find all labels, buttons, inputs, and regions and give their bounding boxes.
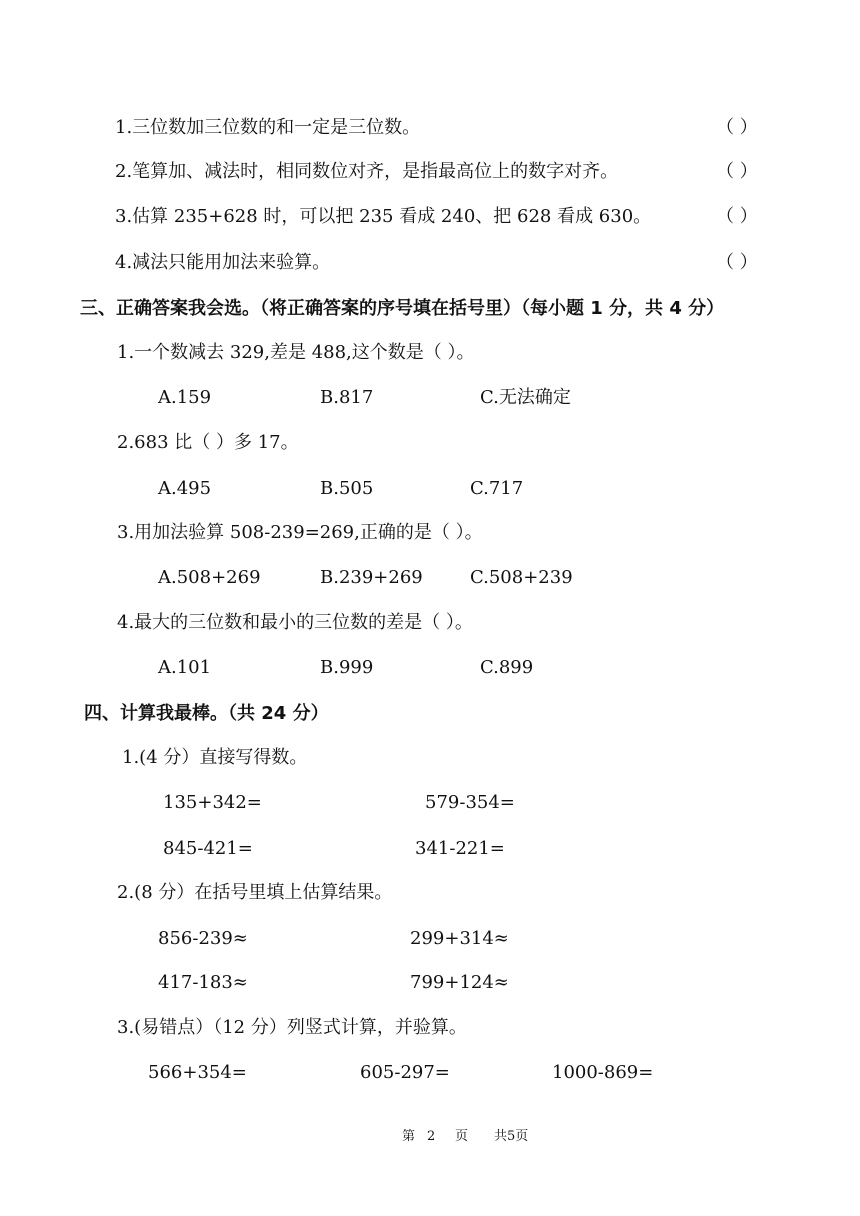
judge-item-1: 1.三位数加三位数的和一定是三位数。 <box>115 117 421 138</box>
estimate-item: 299+314≈ <box>410 928 509 949</box>
choice-option-1b: B.817 <box>320 387 374 408</box>
calc-item: 845-421= <box>163 838 253 859</box>
judge-item-4: 4.减法只能用加法来验算。 <box>115 252 331 273</box>
choice-option-4c: C.899 <box>480 657 534 678</box>
choice-option-3c: C.508+239 <box>470 567 573 588</box>
choice-option-2c: C.717 <box>470 478 524 499</box>
vertical-calc-item: 605-297= <box>360 1062 450 1083</box>
choice-option-4b: B.999 <box>320 657 374 678</box>
choice-option-4a: A.101 <box>158 657 212 678</box>
choice-option-1c: C.无法确定 <box>480 387 571 408</box>
estimate-item: 417-183≈ <box>158 972 248 993</box>
footer-page-label: 第 <box>402 1129 416 1144</box>
judge-item-3: 3.估算 235+628 时，可以把 235 看成 240、把 628 看成 630。 <box>115 206 652 227</box>
calc-item: 135+342= <box>163 792 262 813</box>
calc-item: 341-221= <box>415 838 505 859</box>
choice-option-2b: B.505 <box>320 478 374 499</box>
answer-paren-4: （ ） <box>716 252 758 273</box>
footer-total-pages: 共5页 <box>494 1129 529 1144</box>
choice-option-3a: A.508+269 <box>158 567 261 588</box>
choice-option-1a: A.159 <box>158 387 212 408</box>
vertical-calc-item: 1000-869= <box>552 1062 654 1083</box>
estimate-item: 799+124≈ <box>410 972 509 993</box>
judge-item-2: 2.笔算加、减法时，相同数位对齐，是指最高位上的数字对齐。 <box>115 161 619 182</box>
choice-option-3b: B.239+269 <box>320 567 423 588</box>
section3-title: 三、正确答案我会选。（将正确答案的序号填在括号里）（每小题 1 分，共 4 分） <box>80 298 725 319</box>
footer-page-unit: 页 <box>455 1129 469 1144</box>
footer-page-number: 2 <box>427 1129 436 1144</box>
answer-paren-3: （ ） <box>716 206 758 227</box>
section4-title: 四、计算我最棒。（共 24 分） <box>84 703 329 724</box>
choice-question-4: 4.最大的三位数和最小的三位数的差是（ ）。 <box>117 612 473 633</box>
vertical-calc-item: 566+354= <box>148 1062 247 1083</box>
answer-paren-2: （ ） <box>716 161 758 182</box>
answer-paren-1: （ ） <box>716 117 758 138</box>
choice-option-2a: A.495 <box>158 478 212 499</box>
calc-part1-title: 1.(4 分）直接写得数。 <box>122 747 308 768</box>
choice-question-2: 2.683 比（ ）多 17。 <box>117 432 299 453</box>
choice-question-3: 3.用加法验算 508-239=269,正确的是（ ）。 <box>117 522 483 543</box>
choice-question-1: 1.一个数减去 329,差是 488,这个数是（ ）。 <box>117 342 475 363</box>
calc-part3-title: 3.(易错点）（12 分）列竖式计算，并验算。 <box>117 1017 467 1038</box>
estimate-item: 856-239≈ <box>158 928 248 949</box>
calc-part2-title: 2.(8 分）在括号里填上估算结果。 <box>117 882 393 903</box>
calc-item: 579-354= <box>425 792 515 813</box>
